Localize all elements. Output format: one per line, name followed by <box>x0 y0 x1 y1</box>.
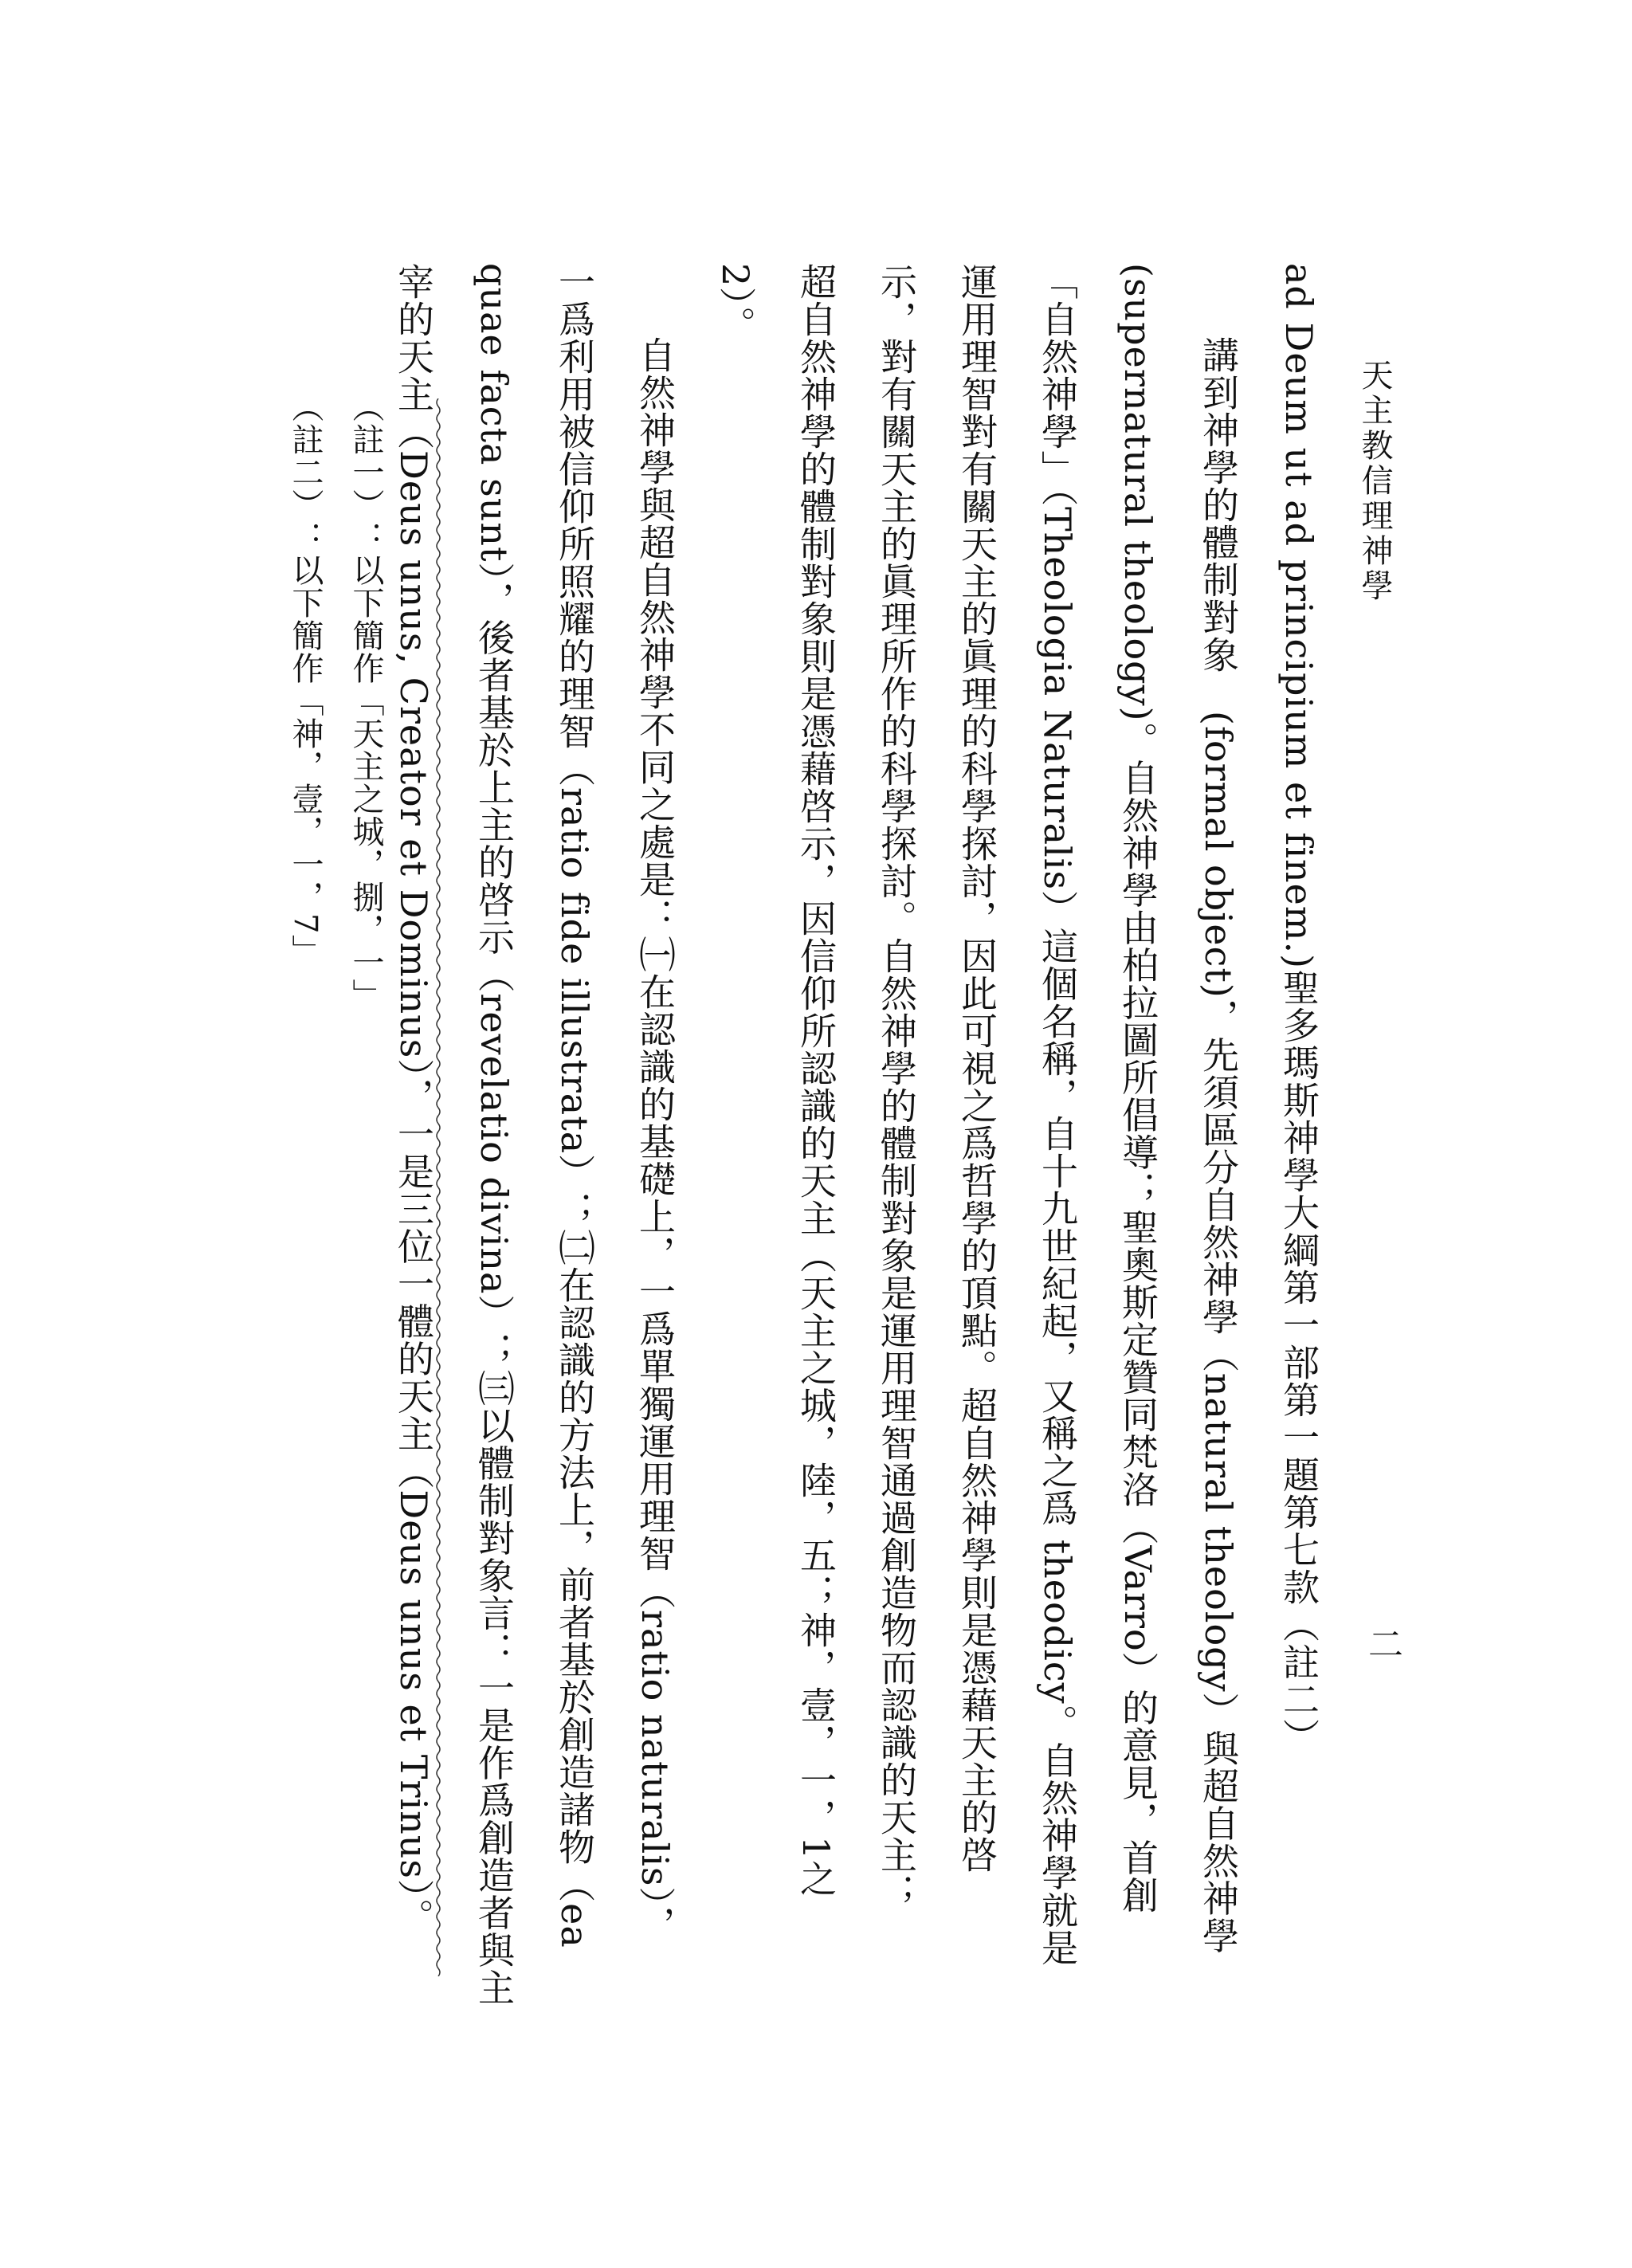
text-column: (supernatural theology)。自然神學由柏拉圖所倡導；聖奧斯定贊同梵洛（Varro）的意見，首創 <box>1116 263 1159 1914</box>
page-number: 二 <box>1362 1626 1402 1661</box>
text-column: quae facta sunt），後者基於上主的啓示（revelatio divina）；㈢以體制對象言：一是作爲創造者與主 <box>473 263 516 2007</box>
running-title: 天主教信理神學 <box>1356 359 1393 604</box>
text-column: 「自然神學」（Theologia Naturalis）這個名稱，自十九世紀起，又稱之爲 theodicy。自然神學就是 <box>1036 263 1079 1967</box>
footnotes <box>275 390 396 1506</box>
text-column: 示，對有關天主的眞理所作的科學探討。自然神學的體制對象是運用理智通過創造物而認識的天主； <box>875 263 918 1911</box>
text-column: ad Deum ut ad principium et finem.)聖多瑪斯神學大綱第一部第一題第七款（註二） <box>1277 263 1320 1756</box>
footnote-2: （註二）：以下簡作「神，壹，一，7」 <box>287 390 324 967</box>
text-column: 一爲利用被信仰所照耀的理智（ratio fide illustrata）；㈡在認識的方法上，前者基於創造諸物（ea <box>553 263 596 1948</box>
footnote-1: （註一）：以下簡作「天主之城，捌，一」 <box>347 390 384 1011</box>
text-column: 超自然神學的體制對象則是憑藉啓示，因信仰所認識的天主（天主之城，陸，五；神，壹，一，1之 <box>794 263 838 1898</box>
text-column: 自然神學與超自然神學不同之處是：㈠在認識的基礎上，一爲單獨運用理智（ratio naturalis）， <box>634 336 677 1944</box>
main-text <box>373 263 1339 2120</box>
text-column: 宰的天主（Deus unus, Creator et Dominus），一是三位一體的天主（Deus unus et Trinus）。 <box>392 263 435 1936</box>
text-column: 2）。 <box>714 263 757 344</box>
wavy-separator <box>434 398 442 1976</box>
text-column: 講到神學的體制對象 (formal object)，先須區分自然神學（natural theology）與超自然神學 <box>1197 336 1240 1955</box>
text-column: 運用理智對有關天主的眞理的科學探討，因此可視之爲哲學的頂點。超自然神學則是憑藉天主的啓 <box>955 263 998 1874</box>
